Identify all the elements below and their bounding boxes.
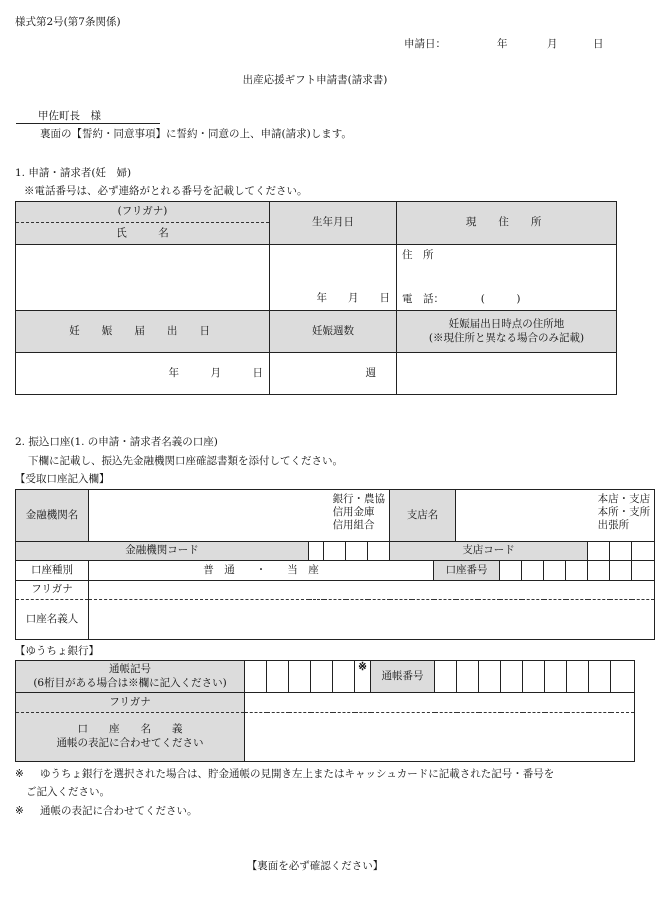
account-number-digit[interactable] [566,561,588,581]
applicant-table [15,201,617,395]
passbook-number-digit[interactable] [567,661,589,693]
date-month-unit: 月 [547,38,558,50]
passbook-number-digit[interactable] [611,661,635,693]
furigana-header: フリガナ [16,581,89,600]
address-header: 現 住 所 [397,202,617,245]
notice-address-note: (※現住所と異なる場合のみ記載) [428,331,585,344]
pregnancy-weeks-input[interactable]: 週 [270,353,397,395]
bank-code-digit[interactable] [346,542,368,561]
form-number: 様式第2号(第7条関係) [15,16,121,28]
passbook-symbol-note: (6桁目がある場合は※欄に記入ください) [33,676,227,689]
account-number-digit[interactable] [544,561,566,581]
branch-type-option[interactable]: 出張所 [597,519,630,532]
section2-heading: 2. 振込口座(1. の申請・請求者名義の口座) [15,436,218,448]
bank-type-option[interactable]: 信用組合 [332,519,375,532]
passbook-symbol-digit[interactable] [289,661,311,693]
phone-label: 電 話： ( ) [402,293,521,305]
page-title: 出産応援ギフト申請書(請求書) [242,74,388,86]
sixth-digit-cell[interactable]: ※ [355,661,371,693]
notice-address-header [397,311,617,353]
passbook-number-digit[interactable] [435,661,457,693]
branch-code-digit[interactable] [610,542,632,561]
name-header: 氏 名 [16,223,270,245]
branch-type-option[interactable]: 本所・支所 [597,506,651,519]
bank-code-digit[interactable] [309,542,324,561]
account-number-digit[interactable] [500,561,522,581]
note-mark: ※ [15,768,24,780]
account-number-digit[interactable] [588,561,610,581]
receiving-account-label: 【受取口座記入欄】 [15,473,110,485]
bank-code-digit[interactable] [368,542,390,561]
branch-type-option[interactable]: 本店・支店 [597,493,651,505]
passbook-number-digit[interactable] [523,661,545,693]
passbook-number-header: 通帳番号 [371,661,435,693]
bank-name-input[interactable] [89,490,390,542]
notice-address-title: 妊娠届出日時点の住所地 [448,317,565,330]
yucho-table [15,660,635,762]
passbook-symbol-digit[interactable] [333,661,355,693]
account-number-digit[interactable] [632,561,655,581]
account-type-header: 口座種別 [16,561,89,581]
footer-notice: 【裏面を必ず確認ください】 [246,860,384,872]
bank-type-option[interactable]: 信用金庫 [332,506,375,519]
account-holder-input[interactable] [89,600,655,640]
yucho-holder-header [16,713,245,762]
bank-type-option[interactable]: 銀行・農協 [332,493,386,505]
passbook-number-digit[interactable] [501,661,523,693]
branch-code-digit[interactable] [588,542,610,561]
date-year-unit: 年 [497,38,508,50]
bank-account-table [15,489,655,640]
bank-name-header: 金融機関名 [16,490,89,542]
oath-statement: 裏面の【誓約・同意事項】に誓約・同意の上、申請(請求)します。 [40,128,352,140]
name-input-cell[interactable] [16,245,270,311]
furigana-input[interactable] [89,581,655,600]
yucho-holder-input[interactable] [245,713,635,762]
account-number-digit[interactable] [610,561,632,581]
passbook-symbol-digit[interactable] [245,661,267,693]
section1-heading: 1. 申請・請求者(妊 婦) [15,167,132,179]
date-day-unit: 日 [593,38,604,50]
yucho-furigana-header: フリガナ [16,693,245,713]
birthdate-header: 生年月日 [270,202,397,245]
branch-type-options [598,493,651,532]
passbook-number-digit[interactable] [545,661,567,693]
passbook-symbol-digit[interactable] [311,661,333,693]
yucho-label: 【ゆうちょ銀行】 [15,645,99,657]
pregnancy-notice-date-header: 妊 娠 届 出 日 [16,311,270,353]
yucho-furigana-input[interactable] [245,693,635,713]
branch-code-digit[interactable] [632,542,655,561]
addressee: 甲佐町長 様 [16,110,160,124]
application-date-label: 申請日： [404,38,446,50]
passbook-symbol-digit[interactable] [267,661,289,693]
bank-code-header: 金融機関コード [16,542,309,561]
pregnancy-weeks-header: 妊娠週数 [270,311,397,353]
passbook-symbol-title: 通帳記号 [109,662,151,675]
bank-type-options [333,493,386,532]
account-number-digit[interactable] [522,561,544,581]
branch-name-header: 支店名 [390,490,456,542]
address-input-cell[interactable] [397,245,617,311]
passbook-number-digit[interactable] [457,661,479,693]
branch-name-input[interactable] [456,490,655,542]
yucho-holder-title: 口 座 名 義 [77,723,183,736]
note-2: 通帳の表記に合わせてください。 [40,805,198,817]
account-number-header: 口座番号 [434,561,500,581]
passbook-symbol-header [16,661,245,693]
note-1-line-1: ゆうちょ銀行を選択された場合は、貯金通帳の見開き左上またはキャッシュカードに記載された記号・番号を [40,768,555,780]
bank-code-digit[interactable] [324,542,346,561]
passbook-number-digit[interactable] [589,661,611,693]
passbook-number-digit[interactable] [479,661,501,693]
pregnancy-notice-date-input[interactable]: 年 月 日 [16,353,270,395]
section1-phone-note: ※電話番号は、必ず連絡がとれる番号を記載してください。 [24,185,308,197]
note-mark: ※ [15,805,24,817]
section2-note: 下欄に記載し、振込先金融機関口座確認書類を添付してください。 [28,455,343,467]
yucho-holder-note: 通帳の表記に合わせてください [56,737,204,749]
birthdate-input-cell[interactable]: 年 月 日 [270,245,397,311]
branch-code-header: 支店コード [390,542,588,561]
address-label: 住 所 [402,249,434,261]
account-type-options[interactable]: 普 通 ・ 当 座 [89,561,434,581]
note-1-line-2: ご記入ください。 [26,786,110,798]
notice-address-input[interactable] [397,353,617,395]
account-holder-header: 口座名義人 [16,600,89,640]
furigana-header: (フリガナ) [16,202,270,223]
